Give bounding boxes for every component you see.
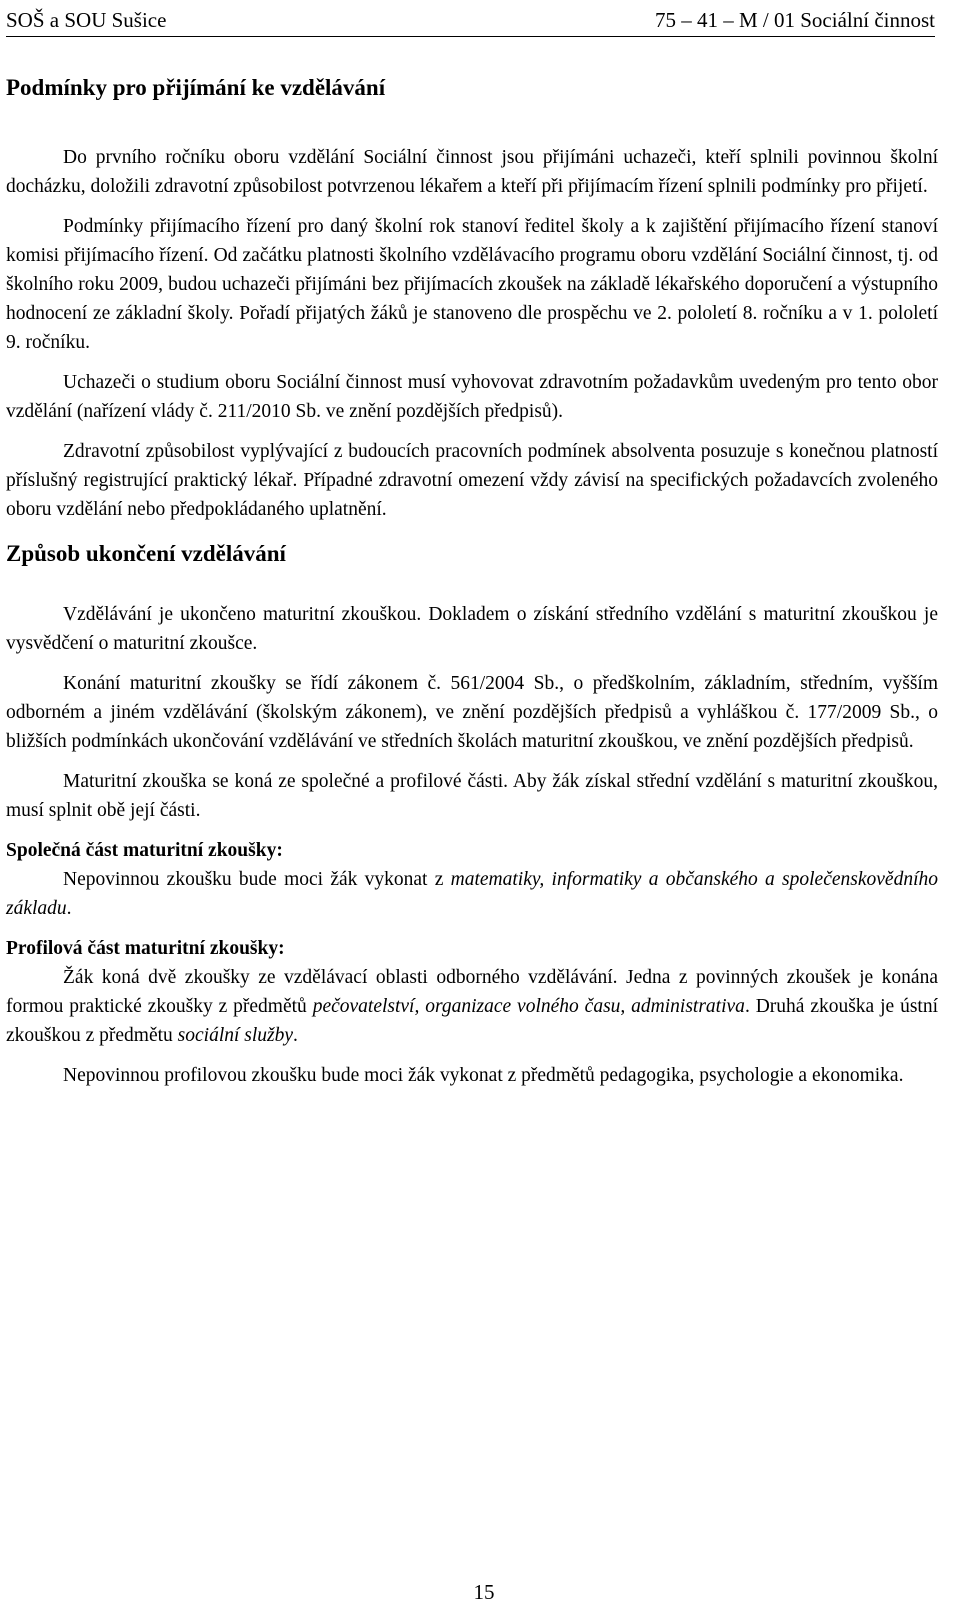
profile-part-text <box>6 963 938 1050</box>
profile-part-block <box>6 934 938 1050</box>
admission-paragraph-4: Zdravotní způsobilost vyplývající z budoucích pracovních podmínek absolventa posuzuje s konečnou platností příslušný registrující praktický lékař. Případné zdravotní omezení vždy závisí na specifických požadavcích zvoleného oboru vzdělání nebo předpokládaného uplatnění. <box>6 441 938 520</box>
header-school-name: SOŠ a SOU Sušice <box>6 7 167 32</box>
common-part-heading: Společná část maturitní zkoušky: <box>6 840 283 861</box>
optional-profile-paragraph: Nepovinnou profilovou zkoušku bude moci žák vykonat z předmětů pedagogika, psychologie a ekonomika. <box>63 1065 904 1086</box>
completion-paragraph-2: Konání maturitní zkoušky se řídí zákonem č. 561/2004 Sb., o předškolním, základním, středním, vyšším odborném a jiném vzdělávání (školským zákonem), ve znění pozdějších předpisů a vyhláškou č. 177/2009 Sb., o bližších podmínkách ukončování vzdělávání ve středních školách maturitní zkouškou, ve znění pozdějších předpisů. <box>6 673 938 752</box>
profile-part-practical-subjects: pečovatelství, organizace volného času, administrativa <box>312 996 745 1017</box>
profile-part-text-a: Žák koná dvě zkoušky ze vzdělávací oblasti odborného vzdělávání. Jedna z povinných zkoušek je konána formou praktické zkoušky z předmětů <box>6 967 938 1017</box>
page-number: 15 <box>473 1580 495 1604</box>
completion-paragraph-1: Vzdělávání je ukončeno maturitní zkouškou. Dokladem o získání středního vzdělání s maturitní zkouškou je vysvědčení o maturitní zkoušce. <box>6 604 938 654</box>
admission-paragraph-2: Podmínky přijímacího řízení pro daný školní rok stanoví ředitel školy a k zajištění přijímacího řízení stanoví komisi přijímacího řízení. Od začátku platnosti školního vzdělávacího programu oboru vzdělání Sociální činnost, tj. od školního roku 2009, budou uchazeči přijímáni bez přijímacích zkoušek na základě lékařského doporučení a výstupního hodnocení ze základní školy. Pořadí přijatých žáků je stanoveno dle prospěchu ve 2. pololetí 8. ročníku a v 1. pololetí 9. ročníku. <box>6 216 938 353</box>
header-program-code: 75 – 41 – M / 01 Sociální činnost <box>655 7 935 32</box>
admission-paragraph-3: Uchazeči o studium oboru Sociální činnost musí vyhovovat zdravotním požadavkům uvedeným pro tento obor vzdělání (nařízení vlády č. 211/2010 Sb. ve znění pozdějších předpisů). <box>6 372 938 422</box>
page-header <box>6 4 935 37</box>
profile-part-oral-subject: sociální služby <box>177 1025 294 1046</box>
common-part-text-b: . <box>66 898 72 919</box>
profile-part-heading: Profilová část maturitní zkoušky: <box>6 938 285 959</box>
common-part-block <box>6 836 938 923</box>
profile-part-text-c: . <box>293 1025 298 1046</box>
page-content <box>6 72 938 1101</box>
admission-heading: Podmínky pro přijímání ke vzdělávání <box>6 75 386 100</box>
admission-paragraph-1: Do prvního ročníku oboru vzdělání Sociální činnost jsou přijímáni uchazeči, kteří splnili povinnou školní docházku, doložili zdravotní způsobilost potvrzenou lékařem a kteří při přijímacím řízení splnili podmínky pro přijetí. <box>6 147 938 197</box>
common-part-subjects: matematiky, informatiky a občanského a společenskovědního základu <box>6 869 938 919</box>
completion-paragraph-3: Maturitní zkouška se koná ze společné a profilové části. Aby žák získal střední vzdělání s maturitní zkouškou, musí splnit obě její části. <box>6 771 938 821</box>
completion-heading: Způsob ukončení vzdělávání <box>6 541 286 566</box>
profile-part-text-b: . Druhá zkouška je ústní zkouškou z předmětu <box>6 996 938 1046</box>
common-part-text <box>6 865 938 923</box>
common-part-text-a: Nepovinnou zkoušku bude moci žák vykonat z <box>63 869 451 890</box>
